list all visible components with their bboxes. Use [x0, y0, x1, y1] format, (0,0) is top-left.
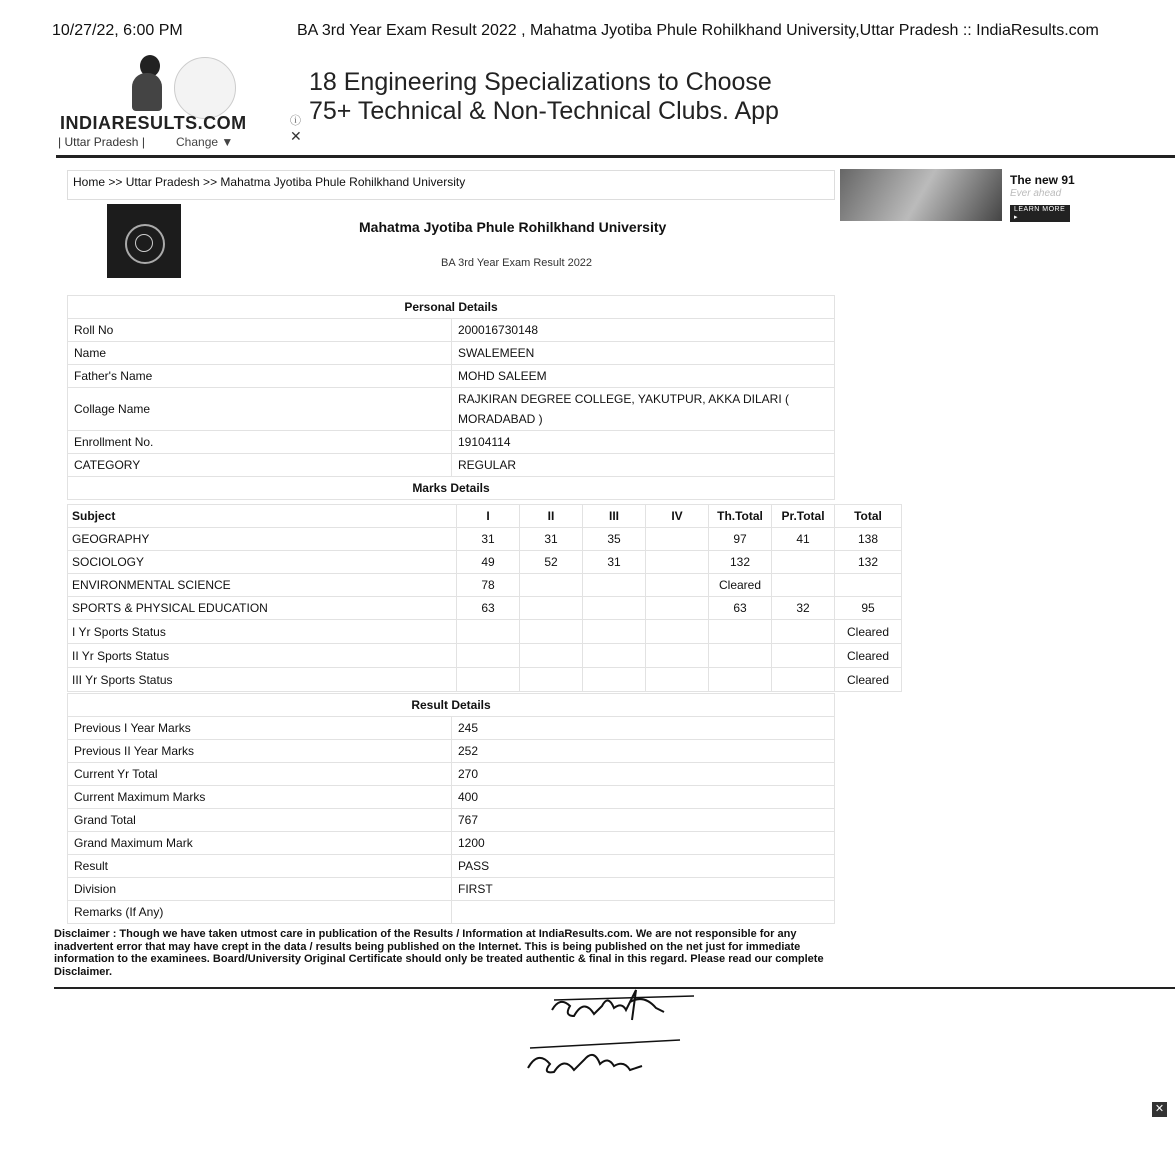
- state-map-icon: [174, 57, 236, 119]
- row-label: Father's Name: [68, 365, 452, 388]
- mark-cell: [457, 644, 520, 668]
- column-header: Th.Total: [709, 505, 772, 528]
- row-value: REGULAR: [452, 454, 835, 477]
- side-ad-tagline: Ever ahead: [1010, 188, 1062, 199]
- ad-info-icon[interactable]: ⓘ: [290, 115, 301, 127]
- mark-cell: [646, 551, 709, 574]
- marks-details-heading: Marks Details: [68, 477, 835, 500]
- row-value: 1200: [452, 832, 835, 855]
- top-advertisement[interactable]: [288, 52, 798, 148]
- table-row: [68, 597, 902, 620]
- mark-cell: 132: [709, 551, 772, 574]
- subject-name: GEOGRAPHY: [68, 528, 457, 551]
- mark-cell: [646, 644, 709, 668]
- mark-cell: Cleared: [835, 620, 902, 644]
- mark-cell: 31: [520, 528, 583, 551]
- mark-cell: [583, 574, 646, 597]
- header-divider: [56, 155, 1175, 158]
- row-value: 767: [452, 809, 835, 832]
- mark-cell: [520, 644, 583, 668]
- row-label: Collage Name: [68, 388, 452, 431]
- state-label: | Uttar Pradesh |: [58, 135, 145, 149]
- subject-name: SOCIOLOGY: [68, 551, 457, 574]
- mark-cell: [646, 668, 709, 692]
- column-header: Subject: [68, 505, 457, 528]
- mark-cell: 41: [772, 528, 835, 551]
- subject-name: I Yr Sports Status: [68, 620, 457, 644]
- mark-cell: [583, 644, 646, 668]
- print-page-title: BA 3rd Year Exam Result 2022 , Mahatma Jyotiba Phule Rohilkhand University,Uttar Pradesh :: IndiaResults.com: [297, 22, 1099, 39]
- personal-details-table: [67, 295, 835, 500]
- row-value: MOHD SALEEM: [452, 365, 835, 388]
- row-value: 19104114: [452, 431, 835, 454]
- subject-name: III Yr Sports Status: [68, 668, 457, 692]
- mark-cell: [646, 620, 709, 644]
- table-row: [68, 644, 902, 668]
- mark-cell: Cleared: [835, 644, 902, 668]
- mark-cell: [457, 668, 520, 692]
- subject-name: II Yr Sports Status: [68, 644, 457, 668]
- mark-cell: [583, 620, 646, 644]
- column-header: II: [520, 505, 583, 528]
- mark-cell: [583, 597, 646, 620]
- table-row: [68, 809, 835, 832]
- mark-cell: 63: [709, 597, 772, 620]
- logo-text: INDIARESULTS.COM: [60, 113, 247, 133]
- mark-cell: 49: [457, 551, 520, 574]
- table-row: [68, 763, 835, 786]
- learn-more-button[interactable]: LEARN MORE ▸: [1010, 205, 1070, 222]
- mark-cell: 132: [835, 551, 902, 574]
- row-value: 270: [452, 763, 835, 786]
- breadcrumb[interactable]: Home >> Uttar Pradesh >> Mahatma Jyotiba Phule Rohilkhand University: [73, 175, 466, 189]
- row-value: FIRST: [452, 878, 835, 901]
- mark-cell: [772, 644, 835, 668]
- university-name: Mahatma Jyotiba Phule Rohilkhand University: [359, 219, 667, 235]
- mark-cell: 31: [457, 528, 520, 551]
- marks-header-row: [68, 505, 902, 528]
- print-header: [0, 22, 1175, 42]
- mark-cell: Cleared: [709, 574, 772, 597]
- side-advertisement[interactable]: [840, 169, 1075, 223]
- table-row: [68, 878, 835, 901]
- row-label: Previous I Year Marks: [68, 717, 452, 740]
- ad-line-2[interactable]: 75+ Technical & Non-Technical Clubs. App: [309, 97, 779, 125]
- mark-cell: 31: [583, 551, 646, 574]
- row-label: Current Maximum Marks: [68, 786, 452, 809]
- mark-cell: [772, 668, 835, 692]
- row-label: Enrollment No.: [68, 431, 452, 454]
- result-details-table: [67, 693, 835, 924]
- mark-cell: [583, 668, 646, 692]
- mark-cell: [709, 644, 772, 668]
- mark-cell: [520, 620, 583, 644]
- mark-cell: [709, 620, 772, 644]
- print-datetime: 10/27/22, 6:00 PM: [52, 22, 183, 39]
- column-header: III: [583, 505, 646, 528]
- table-row: [68, 388, 835, 431]
- row-value: 245: [452, 717, 835, 740]
- table-row: [68, 855, 835, 878]
- car-ad-image[interactable]: [840, 169, 1002, 221]
- mark-cell: [709, 668, 772, 692]
- row-label: Previous II Year Marks: [68, 740, 452, 763]
- row-value: 252: [452, 740, 835, 763]
- disclaimer-text: Disclaimer : Though we have taken utmost care in publication of the Results / Information at IndiaResults.com. We are not responsible for any inadvertent error that may have crept in the data / results being published on the Internet. This is being published on the net just for immediate information to the examinees. Board/University Original Certificate should only be treated authentic & final in this regard. Please read our complete Disclaimer.: [54, 928, 824, 978]
- mark-cell: [772, 620, 835, 644]
- table-row: [68, 431, 835, 454]
- subject-name: ENVIRONMENTAL SCIENCE: [68, 574, 457, 597]
- row-value: [452, 901, 835, 924]
- row-label: Grand Total: [68, 809, 452, 832]
- mark-cell: 78: [457, 574, 520, 597]
- table-row: [68, 454, 835, 477]
- side-ad-headline: The new 91: [1010, 173, 1075, 187]
- table-row: [68, 832, 835, 855]
- table-row: [68, 901, 835, 924]
- table-row: [68, 528, 902, 551]
- table-row: [68, 620, 902, 644]
- row-label: Result: [68, 855, 452, 878]
- row-label: Current Yr Total: [68, 763, 452, 786]
- mark-cell: [646, 597, 709, 620]
- mark-cell: [457, 620, 520, 644]
- table-row: [68, 365, 835, 388]
- table-row: [68, 574, 902, 597]
- corner-close-icon[interactable]: ✕: [1152, 1102, 1167, 1117]
- mark-cell: 63: [457, 597, 520, 620]
- personal-details-heading: Personal Details: [68, 296, 835, 319]
- mark-cell: [646, 528, 709, 551]
- row-value: PASS: [452, 855, 835, 878]
- mark-cell: [835, 574, 902, 597]
- column-header: IV: [646, 505, 709, 528]
- table-row: [68, 786, 835, 809]
- mark-cell: 138: [835, 528, 902, 551]
- site-logo[interactable]: [56, 55, 256, 155]
- mark-cell: [520, 574, 583, 597]
- ad-line-1[interactable]: 18 Engineering Specializations to Choose: [309, 68, 772, 96]
- row-value: 200016730148: [452, 319, 835, 342]
- mark-cell: 95: [835, 597, 902, 620]
- row-value: 400: [452, 786, 835, 809]
- table-row: [68, 668, 902, 692]
- mark-cell: [646, 574, 709, 597]
- row-label: CATEGORY: [68, 454, 452, 477]
- mark-cell: 52: [520, 551, 583, 574]
- mark-cell: 35: [583, 528, 646, 551]
- breadcrumb-bar: [67, 170, 835, 200]
- column-header: Pr.Total: [772, 505, 835, 528]
- result-details-heading: Result Details: [68, 694, 835, 717]
- exam-title: BA 3rd Year Exam Result 2022: [441, 257, 593, 269]
- mark-cell: [772, 551, 835, 574]
- table-row: [68, 342, 835, 365]
- column-header: Total: [835, 505, 902, 528]
- row-value: RAJKIRAN DEGREE COLLEGE, YAKUTPUR, AKKA DILARI ( MORADABAD ): [452, 388, 835, 431]
- table-row: [68, 717, 835, 740]
- university-logo-icon: [107, 204, 181, 278]
- table-row: [68, 740, 835, 763]
- mark-cell: [520, 668, 583, 692]
- row-value: SWALEMEEN: [452, 342, 835, 365]
- mark-cell: 97: [709, 528, 772, 551]
- row-label: Division: [68, 878, 452, 901]
- mark-cell: Cleared: [835, 668, 902, 692]
- handwritten-signature: [520, 970, 700, 1080]
- ad-close-icon[interactable]: ✕: [290, 128, 302, 144]
- row-label: Roll No: [68, 319, 452, 342]
- mark-cell: [772, 574, 835, 597]
- marks-details-table: [67, 504, 902, 692]
- row-label: Remarks (If Any): [68, 901, 452, 924]
- column-header: I: [457, 505, 520, 528]
- logo-figure-icon: [130, 55, 166, 111]
- mark-cell: [520, 597, 583, 620]
- change-state-link[interactable]: Change ▼: [176, 135, 234, 149]
- mark-cell: 32: [772, 597, 835, 620]
- table-row: [68, 319, 835, 342]
- subject-name: SPORTS & PHYSICAL EDUCATION: [68, 597, 457, 620]
- table-row: [68, 551, 902, 574]
- row-label: Grand Maximum Mark: [68, 832, 452, 855]
- row-label: Name: [68, 342, 452, 365]
